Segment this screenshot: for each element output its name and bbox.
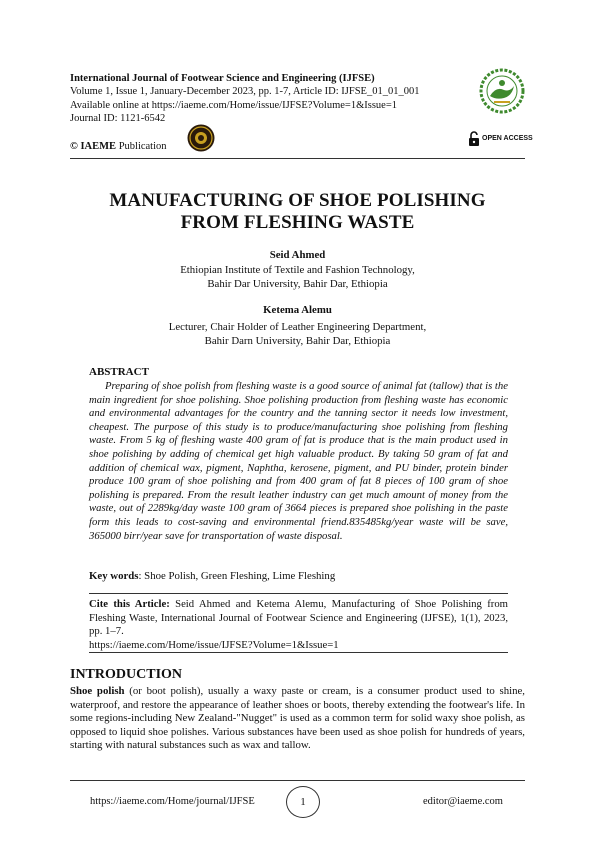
- abstract-text: Preparing of shoe polish from fleshing waste is a good source of animal fat (tallow) that is the main ingredient for shoe polishing. Shoe polishing production from fleshing waste has economic and environmental advantages for the country and the tanning sector it needs low investment, cheapest. The purpose of this study is to produce/manufacturing shoe polishing from fleshing waste. From 5 kg of fleshing waste 400 gram of fat is produce that is the main product used in shoe polishing by adding of chemical get high valuable product. By taking 50 gram of fat and addition of chemical wax, pigment, Naphtha, kerosene, pigment, and PU binder, protein binder produce 100 gram of shoe polishing and from 400 gram of fat 8 pieces of 100 gram of shoe polishing is prepared. From the result leather industry can get much amount of money from the waste, out of 2289kg/day waste 100 gram of 3664 pieces is prepared shoe polishing in the paste form this leads to cost-saving and environmental friend.835485kg/year waste will be save, 365000 birr/year save for transportation of waste disposal.: [89, 380, 508, 542]
- publication-word: Publication: [118, 141, 167, 152]
- open-access-badge: [468, 131, 533, 146]
- iaeme-seal-icon: [187, 124, 215, 152]
- affiliation-1-line-1: Ethiopian Institute of Textile and Fashion Technology,: [180, 264, 415, 276]
- copyright-iaeme: © IAEME: [70, 141, 117, 152]
- volume-line: Volume 1, Issue 1, January-December 2023, pp. 1-7, Article ID: IJFSE_01_01_001: [70, 86, 420, 98]
- journal-id: Journal ID: 1121-6542: [70, 113, 166, 125]
- citation-label: Cite this Article:: [89, 598, 170, 610]
- introduction-text: [70, 685, 525, 753]
- citation-url[interactable]: https://iaeme.com/Home/issue/IJFSE?Volume=1&Issue=1: [89, 638, 339, 651]
- introduction-lead: Shoe polish: [70, 685, 125, 697]
- abstract-heading: ABSTRACT: [89, 366, 149, 378]
- ijfse-logo-icon: [478, 68, 526, 114]
- affiliation-2-line-1: Lecturer, Chair Holder of Leather Engineering Department,: [168, 321, 427, 333]
- affiliation-1-line-2: Bahir Dar University, Bahir Dar, Ethiopia: [207, 278, 388, 290]
- paper-title: [70, 190, 525, 234]
- citation-top-rule: [89, 593, 508, 594]
- open-access-label: OPEN ACCESS: [482, 135, 533, 142]
- keywords-label: Key words: [89, 570, 139, 582]
- footer-journal-url[interactable]: https://iaeme.com/Home/journal/IJFSE: [90, 796, 255, 807]
- keywords: [89, 570, 335, 582]
- citation-block: [89, 598, 508, 652]
- journal-title: International Journal of Footwear Science and Engineering (IJFSE): [70, 73, 375, 84]
- available-online-line[interactable]: Available online at https://iaeme.com/Home/issue/IJFSE?Volume=1&Issue=1: [70, 99, 397, 111]
- header-rule: [70, 158, 525, 159]
- keywords-value: : Shoe Polish, Green Fleshing, Lime Fleshing: [138, 570, 336, 582]
- affiliation-2-line-2: Bahir Darn University, Bahir Dar, Ethiopia: [204, 335, 391, 347]
- page-number: 1: [286, 786, 320, 818]
- affiliation-2: [70, 320, 525, 348]
- open-lock-icon: [468, 131, 480, 146]
- introduction-heading: INTRODUCTION: [70, 667, 183, 682]
- citation-text: Seid Ahmed and Ketema Alemu, Manufacturing of Shoe Polishing from Fleshing Waste, International Journal of Footwear Science and Engineering (IJFSE), 1(1), 2023, pp. 1–7.: [89, 598, 508, 638]
- journal-header: [70, 72, 490, 126]
- introduction-body: (or boot polish), usually a waxy paste or cream, is a consumer product used to shine, waterproof, and restore the appearance of leather shoes or boots, thereby extending the footwear's life. In some regions-including New Zealand-"Nugget" is used as a common term for solid waxy shoe polish, as opposed to liquid shoe polishes. Various substances have been used as shoe polish for hundreds of years, starting with natural substances such as wax and tallow.: [70, 685, 525, 752]
- publication-mark: [70, 141, 167, 152]
- title-line-1: MANUFACTURING OF SHOE POLISHING: [109, 190, 486, 211]
- author-2: Ketema Alemu: [263, 304, 332, 316]
- title-line-2: FROM FLESHING WASTE: [180, 212, 415, 233]
- footer-rule: [70, 780, 525, 781]
- affiliation-1: [70, 263, 525, 291]
- citation-bottom-rule: [89, 652, 508, 653]
- author-1: Seid Ahmed: [269, 249, 326, 261]
- footer-email[interactable]: editor@iaeme.com: [423, 796, 503, 807]
